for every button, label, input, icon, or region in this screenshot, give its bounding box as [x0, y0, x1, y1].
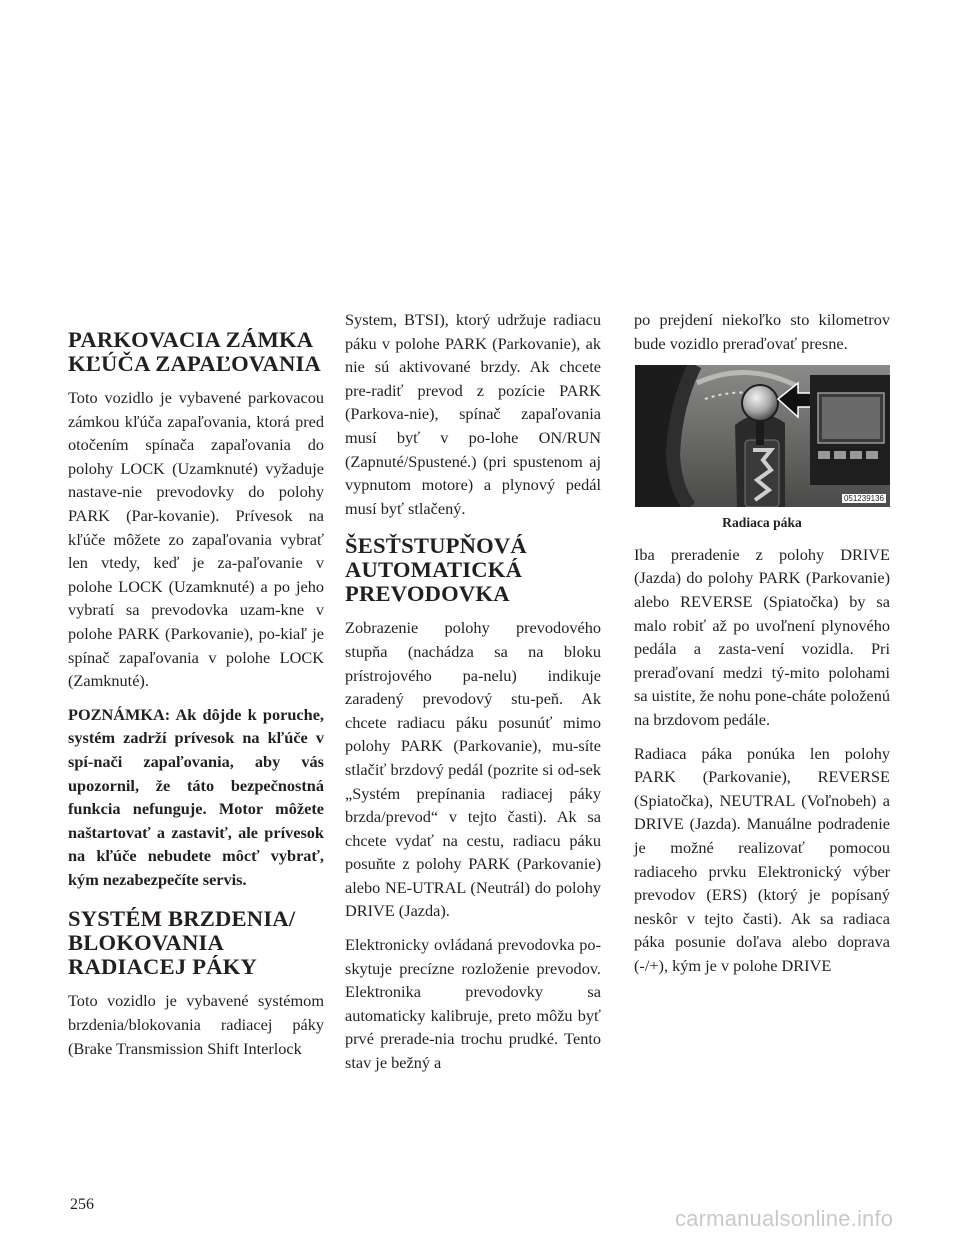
note-paragraph: POZNÁMKA: Ak dôjde k poruche, systém zadrží prívesok na kľúče v spí-nači zapaľovania, aby vás upozornil, že táto bezpečnostná funkcia nefunguje. Motor môžete naštartovať a zastaviť, ale prívesok na kľúče nebudete môcť vybrať, kým nezabezpečíte servis. [68, 704, 324, 889]
heading-brake-shift-interlock: SYSTÉM BRZDENIA/ BLOKOVANIA RADIACEJ PÁKY [68, 906, 296, 980]
column-middle [345, 308, 601, 1085]
gear-shifter-photo [635, 365, 890, 507]
paragraph: Toto vozidlo je vybavené parkovacou zámkou kľúča zapaľovania, ktorá pred otočením spínača zapaľovania do polohy LOCK (Uzamknuté) vyžaduje nastave-nie prevodovky do polohy PARK (Par-kovanie). Prívesok na kľúče môžete zo zapaľovania vybrať len vtedy, keď je za-paľovanie v polohe LOCK (Uzamknuté) a po jeho vybratí sa prevodovka uzam-kne v polohe PARK (Parkovanie), po-kiaľ je spínač zapaľovania v polohe LOCK (Zamknuté). [68, 388, 324, 691]
heading-six-speed-automatic: ŠESŤSTUPŇOVÁ AUTOMATICKÁ PREVODOVKA [345, 533, 527, 607]
paragraph: Elektronicky ovládaná prevodovka po-skytuje precízne rozloženie prevodov. Elektronika prevodovky sa automaticky kalibruje, preto môžu byť prvé prerade-nia trochu prudké. Tento stav je bežný a [345, 935, 601, 1073]
column-right [634, 308, 890, 987]
heading-ignition-park-interlock: PARKOVACIA ZÁMKA KĽÚČA ZAPAĽOVANIA [68, 327, 322, 376]
column-left [68, 328, 324, 1070]
paragraph: po prejdení niekoľko sto kilometrov bude vozidlo preraďovať presne. [634, 310, 890, 353]
watermark: carmanualsonline.info [675, 1206, 894, 1231]
paragraph: Radiaca páka ponúka len polohy PARK (Parkovanie), REVERSE (Spiatočka), NEUTRAL (Voľnobeh) a DRIVE (Jazda). Manuálne podradenie je možné realizovať pomocou radiaceho prvku Elektronický výber prevodov (ERS) (ktorý je popísaný neskôr v tejto časti). Ak sa radiaca páka posunie doľava alebo doprava (-/+), kým je v polohe DRIVE [634, 743, 890, 975]
paragraph: Iba preradenie z polohy DRIVE (Jazda) do polohy PARK (Parkovanie) alebo REVERSE (Spiatočka) by sa malo robiť až po uvoľnení plynového pedála a zasta-vení vozidla. Pri preraďovaní medzi tý-mito polohami sa uistite, že nohu pone-cháte položenú na brzdovom pedále. [634, 544, 890, 729]
gear-shifter-illustration [635, 365, 890, 507]
figure-caption: Radiaca páka [722, 515, 802, 531]
paragraph: System, BTSI), ktorý udržuje radiacu páku v polohe PARK (Parkovanie), ak nie sú aktivované brzdy. Ak chcete pre-radiť prevod z pozície PARK (Parkova-nie), spínač zapaľovania musí byť v po-lohe ON/RUN (Zapnuté/Spustené.) (pri spustenom aj vypnutom motore) a plynový pedál musí byť stlačený. [345, 310, 601, 518]
image-code: 051239136 [843, 494, 884, 504]
paragraph: Zobrazenie polohy prevodového stupňa (nachádza sa na bloku prístrojového pa-nelu) indikuje zaradený prevodový stu-peň. Ak chcete radiacu páku posunúť mimo polohy PARK (Parkovanie), mu-síte stlačiť brzdový pedál (pozrite si od-sek „Systém prepínania radiacej páky brzda/prevod“ v tejto časti). Ak sa chcete vydať na cestu, radiacu páku posuňte z polohy PARK (Parkovanie) alebo NE-UTRAL (Neutrál) do polohy DRIVE (Jazda). [345, 618, 601, 921]
paragraph: Toto vozidlo je vybavené systémom brzdenia/blokovania radiacej páky (Brake Transmission Shift Interlock [68, 991, 324, 1058]
page-number: 256 [70, 1196, 94, 1213]
